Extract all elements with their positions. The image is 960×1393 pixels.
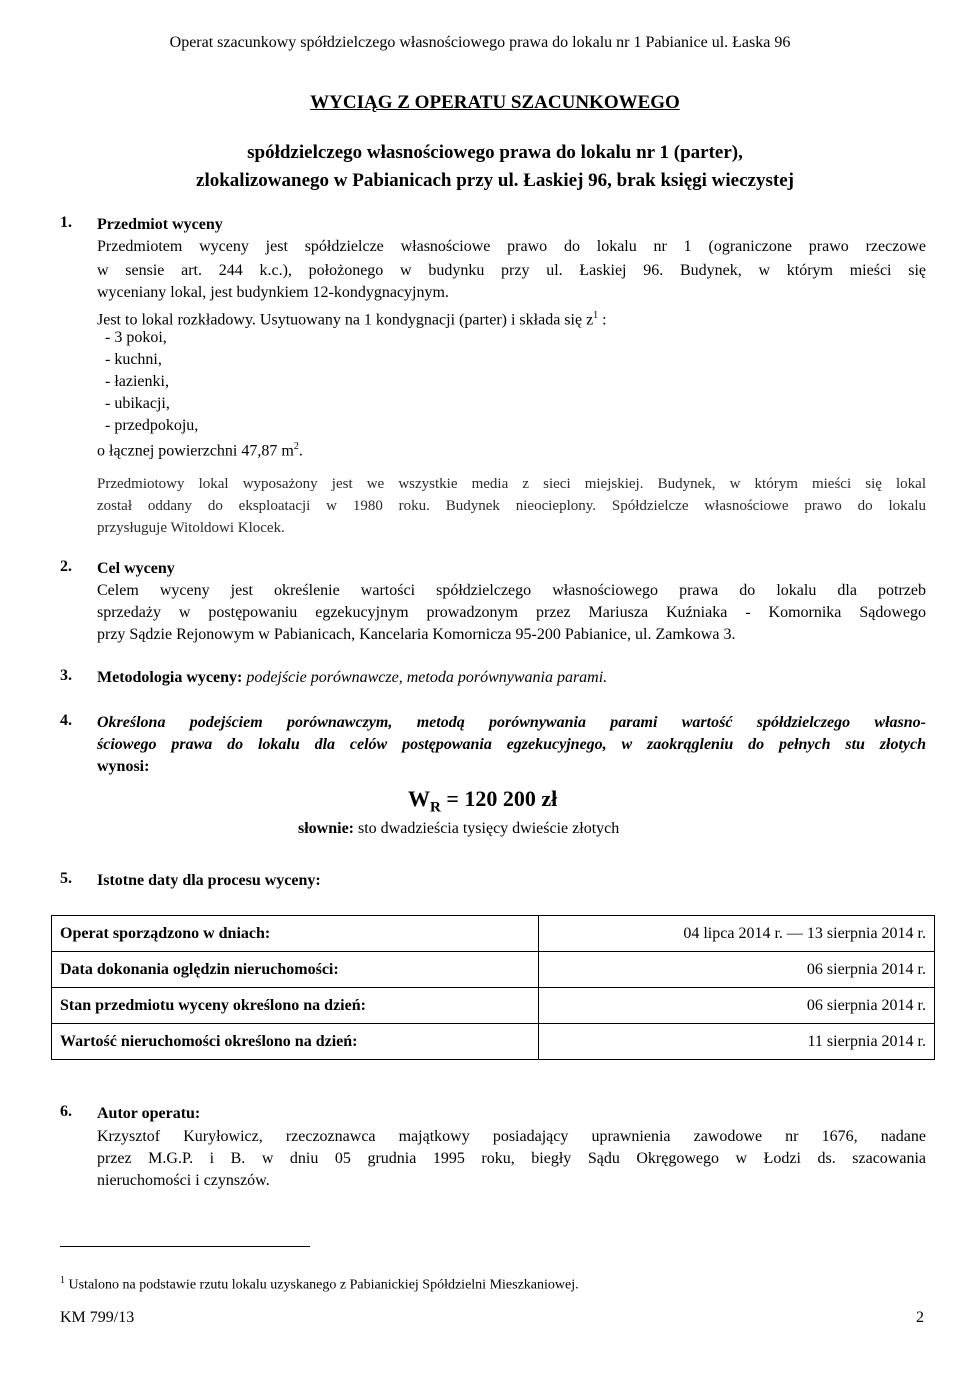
section-2-line-2: sprzedaży w postępowaniu egzekucyjnym prowadzonym przez Mariusza Kuźniaka - Komornika Sądowego — [97, 604, 926, 621]
section-2-heading: Cel wyceny — [97, 560, 175, 577]
section-6-heading: Autor operatu: — [97, 1105, 201, 1122]
footer-reference: KM 799/13 — [60, 1309, 135, 1326]
section-6-line-2: przez M.G.P. i B. w dniu 05 grudnia 1995 roku, biegły Sądu Okręgowego w Łodzi ds. szacowania — [97, 1150, 926, 1167]
total-area-end: . — [298, 442, 303, 460]
section-6-line-3: nieruchomości i czynszów. — [97, 1172, 270, 1189]
section-1-line-4 — [97, 305, 926, 331]
subtitle-line-2: zlokalizowanego w Pabianicach przy ul. Łaskiej 96, brak księgi wieczystej — [196, 170, 794, 191]
section-1-heading: Przedmiot wyceny — [97, 216, 223, 233]
section-5-heading: Istotne daty dla procesu wyceny: — [97, 872, 321, 889]
section-4-line-2: ściowego prawa do lokalu dla celów postępowania egzekucyjnego, w zaokrągleniu do pełnych stu złotych — [97, 736, 926, 753]
market-value: = 120 200 zł — [440, 786, 558, 811]
section-6-line-1: Krzysztof Kuryłowicz, rzeczoznawca majątkowy posiadający uprawnienia zawodowe nr 1676, nadane — [97, 1128, 926, 1145]
area-unit-superscript: 2 — [293, 441, 299, 452]
section-4-line-1 — [97, 712, 926, 734]
table-row — [52, 952, 935, 988]
room-item: - 3 pokoi, — [105, 329, 167, 346]
section-4-first-word: Określona — [97, 714, 166, 731]
date-label: Operat sporządzono w dniach: — [52, 916, 539, 952]
table-row — [52, 988, 935, 1024]
section-1-line-4-text: Jest to lokal rozkładowy. Usytuowany na 1 kondygnacji (parter) i składa się z — [97, 311, 594, 329]
page-header: Operat szacunkowy spółdzielczego własnościowego prawa do lokalu nr 1 Pabianice ul. Łaska 96 — [169, 34, 791, 51]
dates-table — [51, 915, 935, 1060]
room-list — [105, 327, 198, 437]
media-line-1: Przedmiotowy lokal wyposażony jest we wszystkie media z sieci miejskiej. Budynek, w którym mieści się lokal — [97, 476, 926, 492]
section-3-method: podejście porównawcze, metoda porównywania parami. — [246, 669, 608, 686]
section-1-line-4-colon: : — [598, 311, 607, 329]
date-label: Wartość nieruchomości określono na dzień: — [52, 1024, 539, 1060]
table-row — [52, 916, 935, 952]
section-3-heading: Metodologia wyceny: — [97, 669, 243, 686]
room-item: - łazienki, — [105, 373, 169, 390]
section-2-number: 2. — [60, 558, 72, 575]
room-item: - przedpokoju, — [105, 417, 199, 434]
date-value: 11 sierpnia 2014 r. — [539, 1024, 935, 1060]
value-symbol: W — [408, 786, 430, 811]
section-4-line-3: wynosi: — [97, 758, 150, 775]
date-label: Data dokonania oględzin nieruchomości: — [52, 952, 539, 988]
date-label: Stan przedmiotu wyceny określono na dzień: — [52, 988, 539, 1024]
page-number: 2 — [916, 1309, 924, 1326]
footnote-reference: 1 — [593, 310, 599, 321]
section-3-text — [97, 667, 926, 689]
section-1-line-1: Przedmiotem wyceny jest spółdzielcze własnościowe prawo do lokalu nr 1 (ograniczone prawo rzeczowe — [97, 238, 926, 255]
section-4-number: 4. — [60, 712, 72, 729]
subtitle-line-1: spółdzielczego własnościowego prawa do lokalu nr 1 (parter), — [247, 142, 743, 163]
total-area — [97, 436, 926, 462]
table-row — [52, 1024, 935, 1060]
value-in-words — [298, 820, 619, 838]
media-line-3: przysługuje Witoldowi Klocek. — [97, 520, 285, 536]
section-2-line-3: przy Sądzie Rejonowym w Pabianicach, Kancelaria Komornicza 95-200 Pabianice, ul. Zamkowa 3. — [97, 626, 736, 643]
section-5-number: 5. — [60, 870, 72, 887]
date-value: 06 sierpnia 2014 r. — [539, 952, 935, 988]
total-area-text: o łącznej powierzchni 47,87 m — [97, 442, 294, 460]
section-3-number: 3. — [60, 667, 72, 684]
section-2-line-1: Celem wyceny jest określenie wartości spółdzielczego własnościowego prawa do lokalu dla potrzeb — [97, 582, 926, 599]
value-in-words-label: słownie: — [298, 820, 354, 837]
value-symbol-subscript: R — [430, 799, 441, 816]
footnote-text: Ustalono na podstawie rzutu lokalu uzyskanego z Pabianickiej Spółdzielni Mieszkaniowej. — [65, 1277, 579, 1293]
value-formula — [408, 786, 557, 816]
footnote — [60, 1275, 579, 1294]
footnote-divider — [60, 1246, 310, 1247]
footnote-number: 1 — [60, 1275, 65, 1286]
date-value: 06 sierpnia 2014 r. — [539, 988, 935, 1024]
section-1-number: 1. — [60, 214, 72, 231]
section-1-line-2: w sensie art. 244 k.c.), położonego w budynku przy ul. Łaskiej 96. Budynek, w którym mieści się — [97, 262, 926, 279]
section-1-line-3: wyceniany lokal, jest budynkiem 12-kondygnacyjnym. — [97, 284, 449, 301]
date-value: 04 lipca 2014 r. — 13 sierpnia 2014 r. — [539, 916, 935, 952]
room-item: - kuchni, — [105, 351, 162, 368]
document-title: WYCIĄG Z OPERATU SZACUNKOWEGO — [310, 92, 680, 113]
room-item: - ubikacji, — [105, 395, 170, 412]
value-in-words-text: sto dwadzieścia tysięcy dwieście złotych — [354, 820, 620, 837]
media-line-2: został oddany do eksploatacji w 1980 roku. Budynek nieocieplony. Spółdzielcze własnościowe prawo do lokalu — [97, 498, 926, 514]
section-4-line-1-rest: podejściem porównawczym, metodą porównywania parami wartość spółdzielczego własno- — [189, 714, 926, 731]
section-6-number: 6. — [60, 1103, 72, 1120]
